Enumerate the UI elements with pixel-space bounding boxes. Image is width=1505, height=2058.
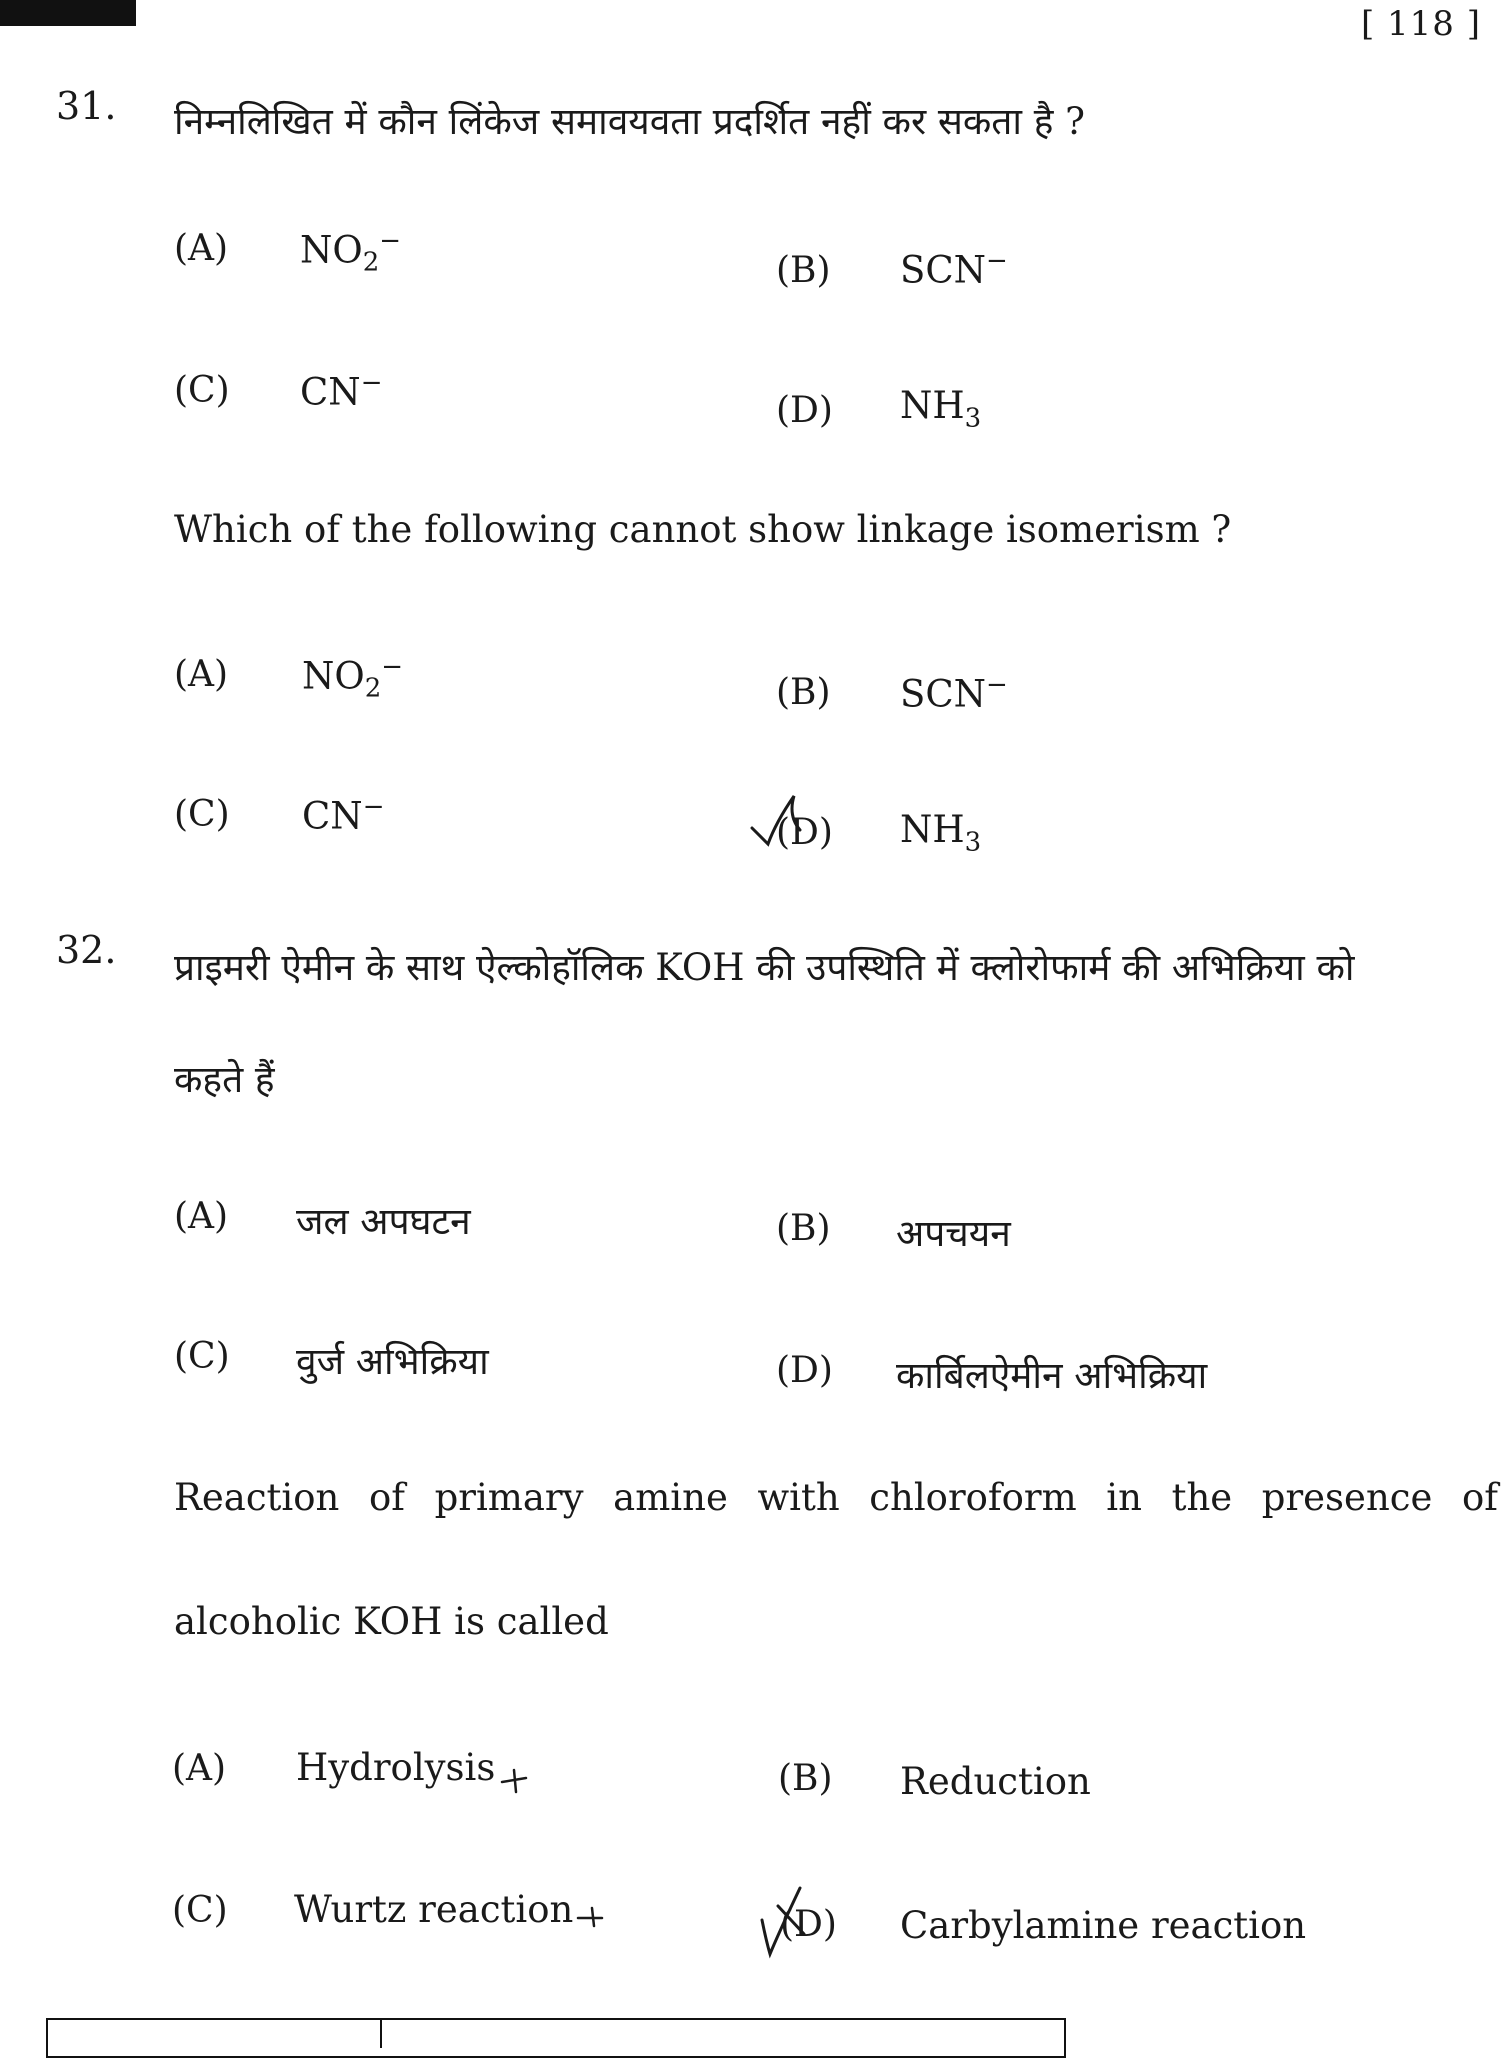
formula-sup: − bbox=[362, 792, 385, 822]
q31-en-option-a-label: (A) bbox=[174, 654, 229, 695]
q32-en-option-c: Wurtz reaction bbox=[294, 1888, 574, 1931]
q32-hi-option-d-label: (D) bbox=[776, 1350, 833, 1391]
formula-sup: − bbox=[379, 226, 402, 256]
handwritten-strike-mark bbox=[576, 1904, 606, 1928]
q31-hi-option-c bbox=[300, 368, 382, 413]
formula-base: CN bbox=[302, 794, 363, 838]
formula-base: NO bbox=[300, 228, 363, 272]
q32-hi-option-d: कार्बिलऐमीन अभिक्रिया bbox=[896, 1354, 1208, 1397]
question-32-english-line2: alcoholic KOH is called bbox=[174, 1600, 609, 1643]
footer-box bbox=[46, 2018, 1066, 2058]
q31-en-option-c-label: (C) bbox=[174, 794, 230, 835]
q31-hi-option-b bbox=[900, 246, 1008, 291]
q32-hi-option-c-label: (C) bbox=[174, 1336, 230, 1377]
footer-divider bbox=[380, 2018, 382, 2048]
question-31-english: Which of the following cannot show linkage isomerism ? bbox=[174, 508, 1232, 551]
formula-sub: 3 bbox=[964, 827, 982, 858]
q32-en-option-a: Hydrolysis bbox=[296, 1746, 496, 1789]
formula-sup: − bbox=[986, 670, 1008, 700]
page-number: [ 118 ] bbox=[1360, 4, 1481, 44]
q31-hi-option-c-label: (C) bbox=[174, 370, 230, 411]
question-number-31: 31. bbox=[56, 84, 117, 128]
corner-mark bbox=[0, 0, 136, 26]
q31-hi-option-b-label: (B) bbox=[776, 250, 831, 291]
q31-hi-option-a-label: (A) bbox=[174, 228, 229, 269]
question-32-hindi-line1: प्राइमरी ऐमीन के साथ ऐल्कोहॉलिक KOH की उपस्थिति में क्लोरोफार्म की अभिक्रिया को bbox=[174, 946, 1355, 989]
q31-hi-option-a bbox=[300, 226, 401, 278]
formula-sup: − bbox=[360, 368, 383, 398]
q32-hi-option-b: अपचयन bbox=[896, 1212, 1011, 1255]
formula-base: SCN bbox=[900, 672, 987, 716]
formula-base: CN bbox=[300, 370, 361, 414]
q31-en-option-b bbox=[900, 670, 1008, 715]
q31-en-option-c bbox=[302, 792, 384, 837]
handwritten-strike-mark bbox=[500, 1764, 530, 1794]
q31-en-option-d bbox=[900, 808, 981, 857]
formula-sub: 2 bbox=[364, 673, 382, 704]
question-32-hindi-line2: कहते हैं bbox=[174, 1058, 275, 1101]
q32-en-option-b: Reduction bbox=[900, 1760, 1091, 1803]
formula-base: NH bbox=[900, 384, 965, 427]
q32-hi-option-b-label: (B) bbox=[776, 1208, 831, 1249]
q32-en-option-a-label: (A) bbox=[172, 1748, 227, 1789]
q32-en-option-d: Carbylamine reaction bbox=[900, 1904, 1307, 1947]
q31-en-option-d-label: (D) bbox=[776, 812, 833, 853]
q32-en-option-d-label: (D) bbox=[780, 1904, 837, 1945]
q31-hi-option-d-label: (D) bbox=[776, 390, 833, 431]
q32-en-option-b-label: (B) bbox=[778, 1758, 833, 1799]
question-31-hindi: निम्नलिखित में कौन लिंकेज समावयवता प्रदर्शित नहीं कर सकता है ? bbox=[174, 100, 1085, 143]
formula-base: SCN bbox=[900, 248, 987, 292]
q32-en-option-c-label: (C) bbox=[172, 1890, 228, 1931]
q32-hi-option-a: जल अपघटन bbox=[296, 1200, 471, 1243]
question-number-32: 32. bbox=[56, 928, 117, 972]
formula-sup: − bbox=[986, 246, 1008, 276]
formula-sub: 3 bbox=[964, 403, 982, 434]
q31-en-option-b-label: (B) bbox=[776, 672, 831, 713]
q32-hi-option-a-label: (A) bbox=[174, 1196, 229, 1237]
formula-sup: − bbox=[381, 652, 404, 682]
formula-sub: 2 bbox=[362, 247, 380, 278]
q31-hi-option-d bbox=[900, 384, 981, 433]
formula-base: NO bbox=[302, 654, 365, 698]
question-32-english-line1: Reaction of primary amine with chloroform in the presence of bbox=[174, 1476, 1498, 1519]
q32-hi-option-c: वुर्ज अभिक्रिया bbox=[296, 1340, 489, 1383]
q31-en-option-a bbox=[302, 652, 403, 704]
formula-base: NH bbox=[900, 808, 965, 851]
